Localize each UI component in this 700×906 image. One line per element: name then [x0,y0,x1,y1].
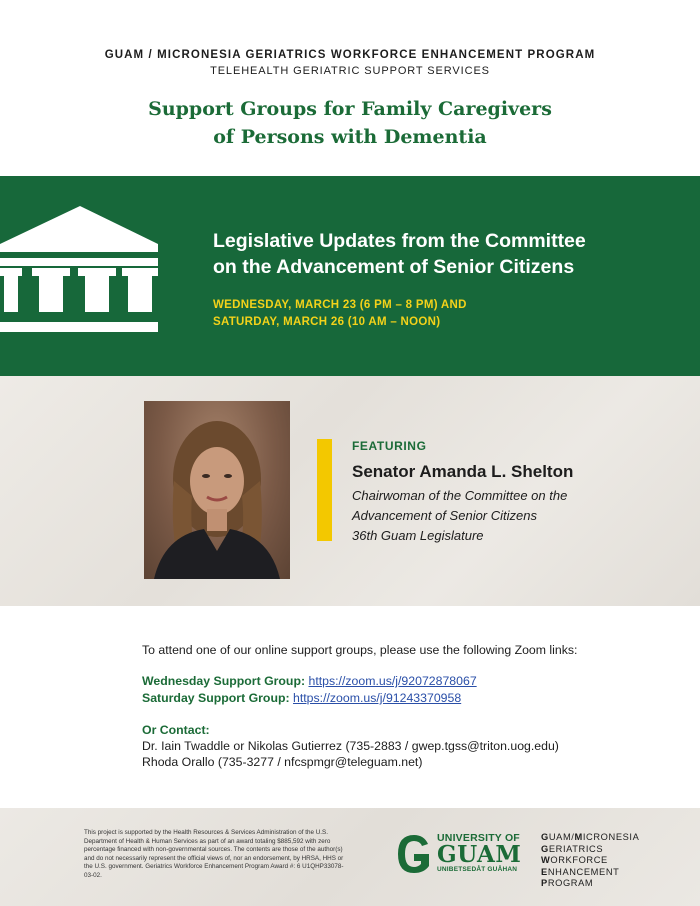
speaker-photo [144,401,290,579]
flyer-footer [0,808,700,906]
uog-sub-text: UNIBETSEDÅT GUÅHAN [437,866,518,873]
gwep-line2: GERIATRICS [541,843,604,854]
contact-label: Or Contact: [142,723,210,737]
gwep-line1: GUAM/MICRONESIA [541,832,640,842]
uog-wordmark [437,832,521,873]
saturday-zoom-link[interactable]: https://zoom.us/j/91243370958 [293,691,462,705]
flyer-title-line2: of Persons with Dementia [213,126,487,148]
wednesday-group-label: Wednesday Support Group: [142,674,306,688]
event-date-line1: WEDNESDAY, MARCH 23 (6 PM – 8 PM) AND [213,299,467,311]
flyer-title-line1: Support Groups for Family Caregivers [148,98,552,120]
event-date-line2: SATURDAY, MARCH 26 (10 AM – NOON) [213,316,441,328]
speaker-role-line1: Chairwoman of the Committee on the [352,488,568,503]
legislature-building-icon [0,206,160,332]
flyer-header [0,0,700,176]
gwep-line3: WORKFORCE [541,855,608,865]
gwep-line4: ENHANCEMENT [541,866,620,877]
event-dates [213,297,467,331]
event-title [213,228,693,280]
program-subtitle: TELEHEALTH GERIATRIC SUPPORT SERVICES [210,65,490,77]
uog-main-text: GUAM [437,841,522,868]
flyer-title [0,95,700,151]
featuring-label: FEATURING [352,439,427,453]
speaker-role [352,486,567,546]
speaker-role-line2: Advancement of Senior Citizens [352,508,537,523]
saturday-group-label: Saturday Support Group: [142,691,290,705]
wednesday-zoom-link[interactable]: https://zoom.us/j/92072878067 [308,674,477,688]
saturday-group-row [142,691,461,705]
uog-logo-icon [394,832,434,876]
attendance-intro: To attend one of our online support groups, please use the following Zoom links: [142,643,578,657]
gwep-wordmark [541,832,639,890]
program-name: GUAM / MICRONESIA GERIATRICS WORKFORCE ENHANCEMENT PROGRAM [104,49,596,61]
uog-top-text: UNIVERSITY OF [437,832,520,844]
wednesday-group-row [142,674,477,688]
contact-line2: Rhoda Orallo (735-3277 / nfcspmgr@teleguam.net) [142,755,423,769]
event-title-line2: on the Advancement of Senior Citizens [213,256,575,278]
event-banner [0,176,700,376]
funding-disclaimer: This project is supported by the Health Resources & Services Administration of the U.S. Department of Health & Human Services as part of an award totaling $885,592 with zero percentage financed with non-governmental sources. The contents are those of the author(s) and do not necessarily represent the official views of, nor an endorsement, by HRSA, HHS or the U.S. government. Geriatrics Workforce Enhancement Program Award #: 6 U1QHP33078-03-02. [84,829,344,879]
featured-speaker-section [0,376,700,606]
contact-line1: Dr. Iain Twaddle or Nikolas Gutierrez (735-2883 / gwep.tgss@triton.uog.edu) [142,739,559,753]
speaker-name: Senator Amanda L. Shelton [352,462,574,481]
gwep-line5: PROGRAM [541,878,594,888]
speaker-role-line3: 36th Guam Legislature [352,528,484,543]
event-title-line1: Legislative Updates from the Committee [213,230,586,252]
accent-bar [317,439,332,541]
